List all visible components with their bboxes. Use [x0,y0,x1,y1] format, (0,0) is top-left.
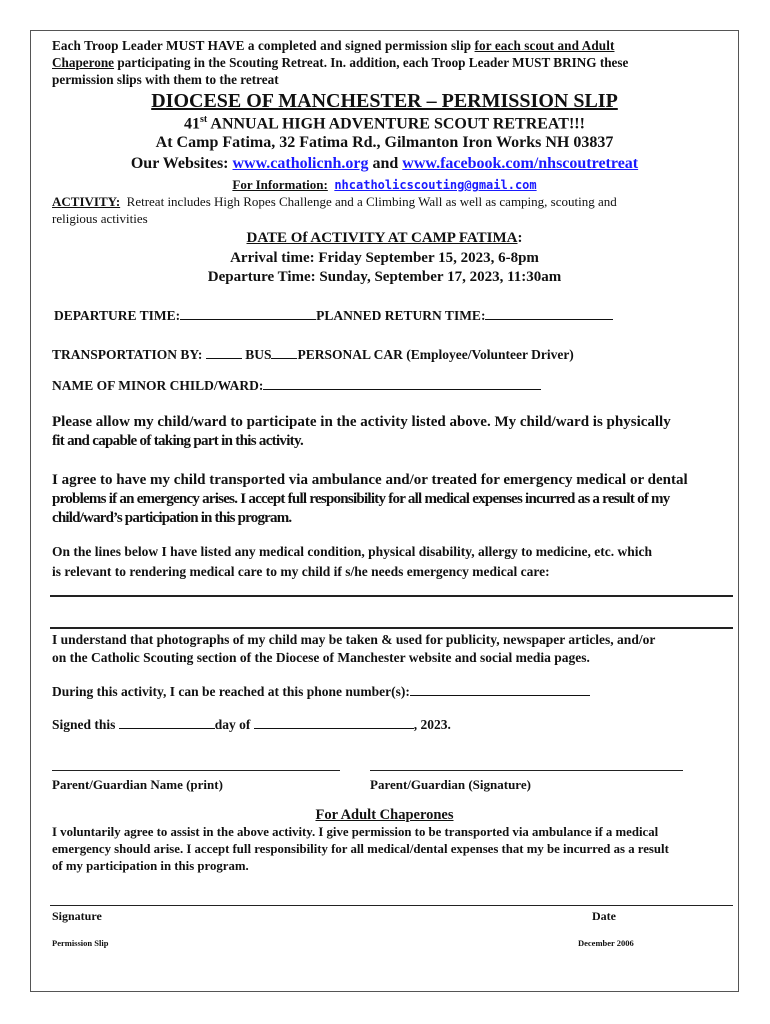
personal-car-checkbox-line[interactable] [271,346,297,359]
personal-car-label: PERSONAL CAR (Employee/Volunteer Driver) [297,347,574,362]
parent-name-label: Parent/Guardian Name (print) [52,777,223,792]
parent-signature-label: Parent/Guardian (Signature) [370,777,531,792]
info-label: For Information: [232,177,328,192]
dates-heading [30,230,739,247]
medical-line-2: is relevant to rendering medical care to my child if s/he needs emergency medical care: [52,564,550,579]
chaperone-line-2: emergency should arise. I accept full responsibility for all medical/dental expenses that my be incurred as a result [52,842,669,856]
website-facebook-link[interactable]: www.facebook.com/nhscoutretreat [402,155,639,172]
consent-p2-line-2: problems if an emergency arises. I accept full responsibility for all medical expenses incurred as a result of my [52,491,670,507]
consent-p1-line-1: Please allow my child/ward to participate in the activity listed above. My child/ward is physically [52,414,671,430]
phone-field[interactable] [410,683,590,696]
footer-left: Permission Slip [52,938,109,948]
websites-label: Our Websites: [130,155,233,172]
retreat-number: 41 [184,115,201,133]
chaperone-heading: For Adult Chaperones [315,807,454,823]
minor-name-label: NAME OF MINOR CHILD/WARD: [52,378,264,393]
planned-return-field[interactable] [485,307,613,320]
chaperone-signature-label: Signature [52,909,102,923]
intro-text-1a: Each Troop Leader MUST HAVE a completed and signed permission slip [52,38,475,53]
retreat-name: ANNUAL HIGH ADVENTURE SCOUT RETREAT!!! [207,115,585,133]
planned-return-label: PLANNED RETURN TIME: [316,308,486,323]
arrival-time: Arrival time: Friday September 15, 2023, 6-8pm [230,250,539,266]
info-line [30,177,739,193]
transportation-row [52,346,574,363]
retreat-suffix: st [200,114,208,125]
chaperone-date-label: Date [592,909,616,923]
medical-line-field-1[interactable] [50,595,733,597]
activity-label: ACTIVITY: [52,194,121,209]
phone-row [52,683,590,700]
signed-month-field[interactable] [254,716,414,729]
consent-p1-line-2: fit and capable of taking part in this activity. [52,433,304,449]
intro-line-1 [52,38,614,54]
intro-text-2b: participating in the Scouting Retreat. In. addition, each Troop Leader MUST BRING these [114,55,629,70]
intro-line-2 [52,55,628,71]
website-catholicnh-link[interactable]: www.catholicnh.org [232,155,369,172]
medical-line-field-2[interactable] [50,627,733,629]
dates-heading-text: DATE Of ACTIVITY AT CAMP FATIMA [246,230,518,246]
dates-heading-colon: : [517,230,523,246]
departure-return-row [54,307,613,324]
bus-label: BUS [245,347,272,362]
page-title: DIOCESE OF MANCHESTER – PERMISSION SLIP [151,90,618,112]
phone-label: During this activity, I can be reached at this phone number(s): [52,684,410,699]
bus-checkbox-line[interactable] [206,346,242,359]
minor-name-field[interactable] [263,377,541,390]
minor-name-row [52,377,541,394]
chaperone-signature-field[interactable] [50,905,733,906]
parent-name-field[interactable] [52,770,340,771]
intro-underlined-1: for each scout and Adult [474,38,615,53]
websites-and: and [368,155,403,172]
signed-row [52,716,451,733]
activity-line-1 [52,194,617,210]
medical-line-1: On the lines below I have listed any medical condition, physical disability, allergy to medicine, etc. which [52,544,653,559]
signed-day-field[interactable] [119,716,215,729]
activity-text-1: Retreat includes High Ropes Challenge and a Climbing Wall as well as camping, scouting and [126,194,617,209]
departure-time-label: DEPARTURE TIME: [54,308,181,323]
day-of-label: day of [214,717,251,732]
transportation-label: TRANSPORTATION BY: [52,347,203,362]
activity-line-2: religious activities [52,211,148,226]
consent-p2-line-3: child/ward’s participation in this program. [52,510,292,526]
consent-p2-line-1: I agree to have my child transported via ambulance and/or treated for emergency medical or dental [52,472,688,488]
intro-underlined-2: Chaperone [52,55,115,70]
websites-line [30,155,739,173]
departure-time-info: Departure Time: Sunday, September 17, 2023, 11:30am [207,269,562,285]
chaperone-line-1: I voluntarily agree to assist in the above activity. I give permission to be transported via ambulance if a medical [52,825,659,839]
info-email-link[interactable]: nhcatholicscouting@gmail.com [334,178,537,192]
departure-time-field[interactable] [180,307,316,320]
signed-this-label: Signed this [52,717,116,732]
photo-line-1: I understand that photographs of my child may be taken & used for publicity, newspaper articles, and/or [52,632,656,647]
parent-signature-field[interactable] [370,770,683,771]
chaperone-line-3: of my participation in this program. [52,859,249,873]
retreat-title [30,114,739,133]
signed-year-label: , 2023. [413,717,451,732]
footer-right: December 2006 [578,938,634,948]
photo-line-2: on the Catholic Scouting section of the Diocese of Manchester website and social media pages. [52,650,590,665]
location-line: At Camp Fatima, 32 Fatima Rd., Gilmanton Iron Works NH 03837 [155,134,614,151]
intro-line-3: permission slips with them to the retreat [52,72,279,87]
